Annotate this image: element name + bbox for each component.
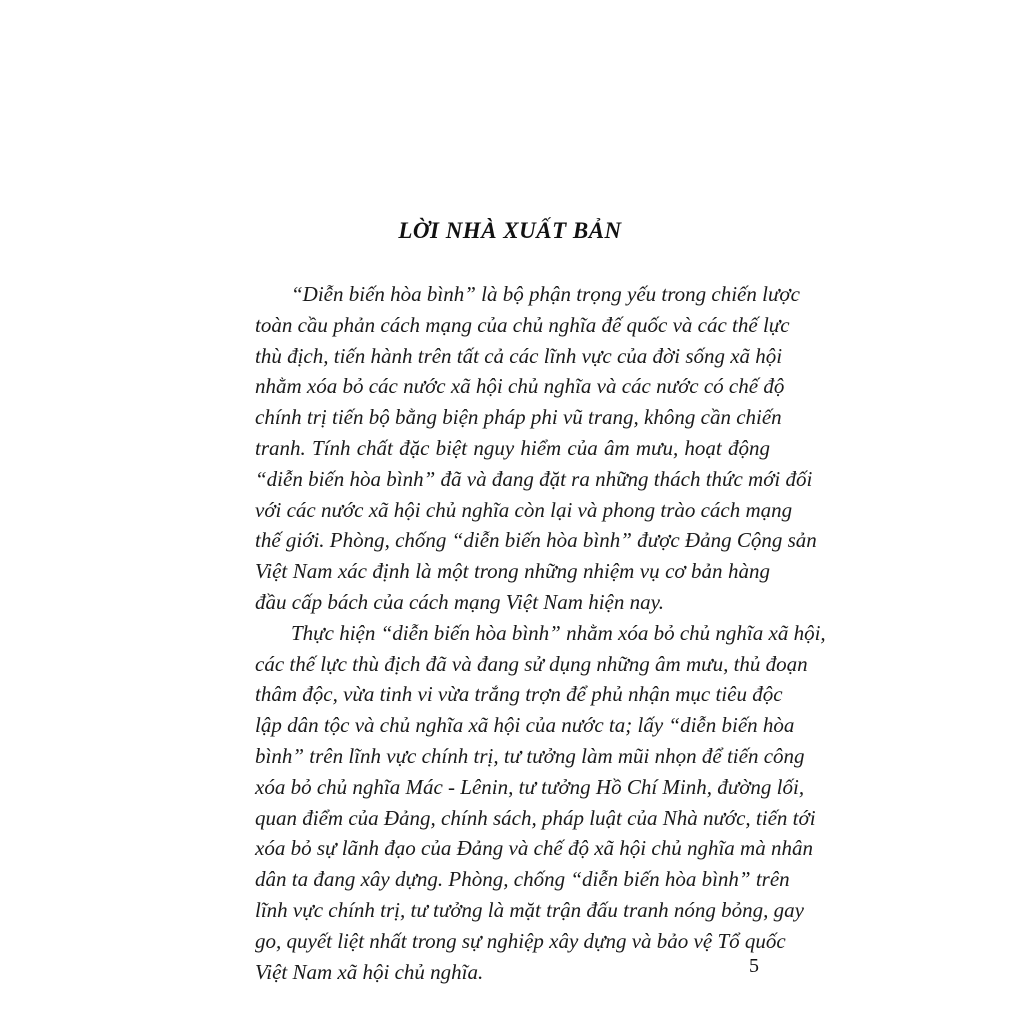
text-line: toàn cầu phản cách mạng của chủ nghĩa đế quốc và các thế lực — [255, 312, 790, 337]
text-line: Việt Nam xác định là một trong những nhiệm vụ cơ bản hàng — [255, 559, 770, 584]
text-line: các thế lực thù địch đã và đang sử dụng những âm mưu, thủ đoạn — [255, 651, 808, 676]
text-line: chính trị tiến bộ bằng biện pháp phi vũ trang, không cần chiến — [255, 405, 782, 430]
text-line: Việt Nam xã hội chủ nghĩa. — [255, 959, 484, 984]
paragraph-2 — [255, 618, 826, 988]
text-line: thâm độc, vừa tinh vi vừa trắng trợn để phủ nhận mục tiêu độc — [255, 682, 783, 707]
text-line: bình” trên lĩnh vực chính trị, tư tưởng làm mũi nhọn để tiến công — [255, 743, 805, 768]
text-line: Thực hiện “diễn biến hòa bình” nhằm xóa bỏ chủ nghĩa xã hội, — [291, 620, 826, 645]
text-line: tranh. Tính chất đặc biệt nguy hiểm của âm mưu, hoạt động — [255, 435, 770, 460]
text-line: thế giới. Phòng, chống “diễn biến hòa bình” được Đảng Cộng sản — [255, 528, 817, 553]
text-line: quan điểm của Đảng, chính sách, pháp luật của Nhà nước, tiến tới — [255, 805, 816, 830]
page-title: LỜI NHÀ XUẤT BẢN — [398, 218, 622, 243]
text-line: go, quyết liệt nhất trong sự nghiệp xây dựng và bảo vệ Tổ quốc — [255, 928, 786, 953]
text-line: dân ta đang xây dựng. Phòng, chống “diễn biến hòa bình” trên — [255, 867, 790, 892]
page-number: 5 — [749, 955, 759, 977]
text-line: xóa bỏ chủ nghĩa Mác - Lênin, tư tưởng Hồ Chí Minh, đường lối, — [255, 774, 805, 799]
text-line: “Diễn biến hòa bình” là bộ phận trọng yếu trong chiến lược — [291, 282, 800, 306]
text-line: lĩnh vực chính trị, tư tưởng là mặt trận đấu tranh nóng bỏng, gay — [255, 897, 804, 922]
paragraph-1 — [255, 279, 817, 618]
text-line: thù địch, tiến hành trên tất cả các lĩnh vực của đời sống xã hội — [255, 343, 783, 368]
text-line: xóa bỏ sự lãnh đạo của Đảng và chế độ xã hội chủ nghĩa mà nhân — [255, 836, 813, 861]
text-line: đầu cấp bách của cách mạng Việt Nam hiện nay. — [255, 589, 665, 614]
text-line: nhằm xóa bỏ các nước xã hội chủ nghĩa và các nước có chế độ — [255, 374, 785, 399]
body-text — [255, 279, 826, 987]
text-line: lập dân tộc và chủ nghĩa xã hội của nước ta; lấy “diễn biến hòa — [255, 713, 795, 738]
text-line: “diễn biến hòa bình” đã và đang đặt ra những thách thức mới đối — [255, 466, 813, 491]
text-line: với các nước xã hội chủ nghĩa còn lại và phong trào cách mạng — [255, 497, 793, 522]
